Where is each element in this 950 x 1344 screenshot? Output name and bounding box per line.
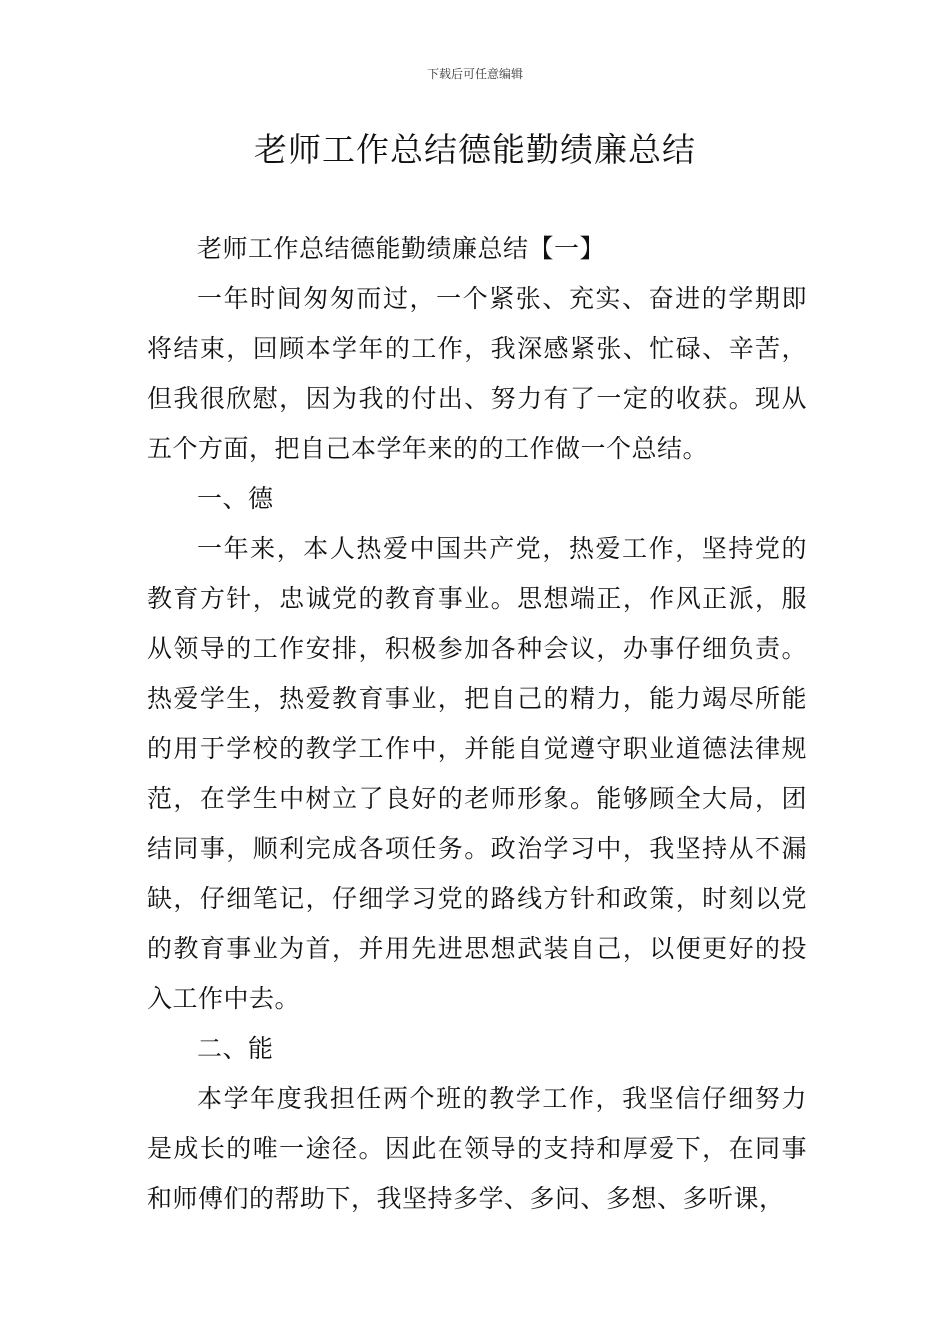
neng-paragraph: 本学年度我担任两个班的教学工作，我坚信仔细努力是成长的唯一途径。因此在领导的支持和厚爱下，在同事和师傅们的帮助下，我坚持多学、多问、多想、多听课，	[147, 1084, 807, 1213]
section-heading-neng: 二、能	[197, 1034, 274, 1063]
intro-paragraph: 一年时间匆匆而过，一个紧张、充实、奋进的学期即将结束，回顾本学年的工作，我深感紧张、忙碌、辛苦，但我很欣慰，因为我的付出、努力有了一定的收获。现从五个方面，把自己本学年来的的工作做一个总结。	[147, 284, 807, 463]
section-heading-de: 一、德	[197, 484, 274, 513]
document-title: 老师工作总结德能勤绩廉总结	[254, 130, 696, 169]
section-heading-part-one: 老师工作总结德能勤绩廉总结【一】	[197, 234, 606, 263]
document-body	[147, 224, 807, 1224]
de-paragraph: 一年来，本人热爱中国共产党，热爱工作，坚持党的教育方针，忠诚党的教育事业。思想端正，作风正派，服从领导的工作安排，积极参加各种会议，办事仔细负责。热爱学生，热爱教育事业，把自己的精力，能力竭尽所能的用于学校的教学工作中，并能自觉遵守职业道德法律规范，在学生中树立了良好的老师形象。能够顾全大局，团结同事，顺利完成各项任务。政治学习中，我坚持从不漏缺，仔细笔记，仔细学习党的路线方针和政策，时刻以党的教育事业为首，并用先进思想武装自己，以便更好的投入工作中去。	[147, 534, 807, 1013]
page-header-note: 下载后可任意编辑	[426, 67, 523, 81]
